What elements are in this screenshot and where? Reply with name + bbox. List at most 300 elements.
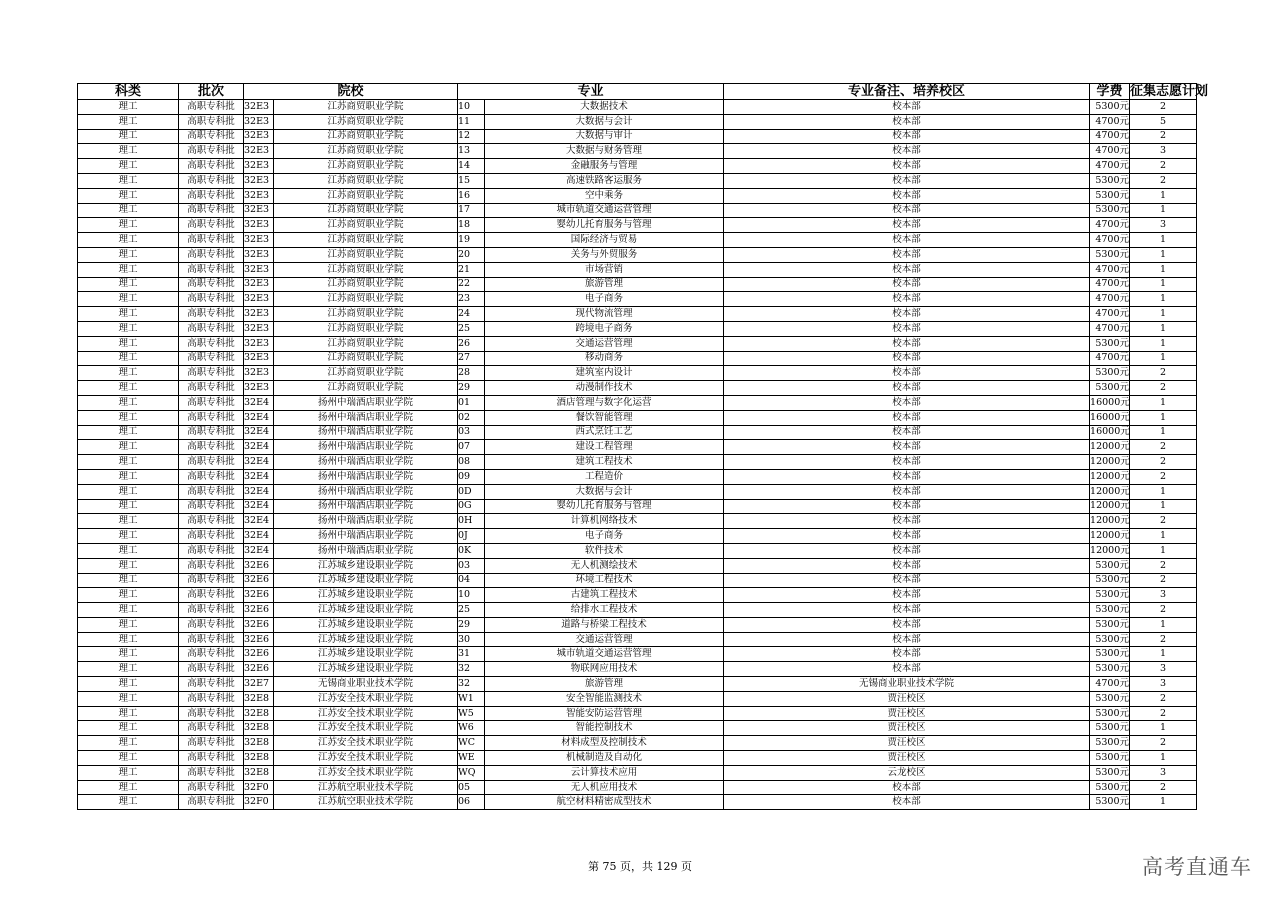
cell-major-name: 材料成型及控制技术 — [485, 736, 724, 751]
cell-tuition: 12000元 — [1090, 514, 1130, 529]
cell-remarks: 校本部 — [724, 159, 1090, 174]
cell-plan: 1 — [1130, 617, 1197, 632]
cell-school-code: 32E4 — [244, 514, 274, 529]
table-row — [78, 307, 1197, 322]
cell-batch: 高职专科批 — [179, 751, 244, 766]
cell-plan: 2 — [1130, 455, 1197, 470]
cell-tuition: 5300元 — [1090, 336, 1130, 351]
cell-school-name: 江苏商贸职业学院 — [274, 218, 458, 233]
cell-plan: 1 — [1130, 277, 1197, 292]
cell-batch: 高职专科批 — [179, 366, 244, 381]
cell-tuition: 4700元 — [1090, 307, 1130, 322]
table-row — [78, 233, 1197, 248]
cell-batch: 高职专科批 — [179, 129, 244, 144]
cell-batch: 高职专科批 — [179, 100, 244, 115]
cell-category: 理工 — [78, 765, 179, 780]
cell-tuition: 4700元 — [1090, 292, 1130, 307]
cell-batch: 高职专科批 — [179, 292, 244, 307]
table-row — [78, 632, 1197, 647]
table-row — [78, 469, 1197, 484]
cell-major-code: 32 — [458, 662, 485, 677]
cell-major-code: 30 — [458, 632, 485, 647]
cell-category: 理工 — [78, 588, 179, 603]
cell-tuition: 12000元 — [1090, 484, 1130, 499]
cell-tuition: 5300元 — [1090, 632, 1130, 647]
cell-school-code: 32E6 — [244, 617, 274, 632]
cell-tuition: 4700元 — [1090, 351, 1130, 366]
cell-batch: 高职专科批 — [179, 277, 244, 292]
cell-major-name: 无人机应用技术 — [485, 780, 724, 795]
cell-tuition: 5300元 — [1090, 366, 1130, 381]
cell-remarks: 校本部 — [724, 247, 1090, 262]
cell-batch: 高职专科批 — [179, 440, 244, 455]
cell-school-name: 江苏商贸职业学院 — [274, 144, 458, 159]
cell-school-name: 江苏城乡建设职业学院 — [274, 617, 458, 632]
cell-major-name: 城市轨道交通运营管理 — [485, 203, 724, 218]
cell-plan: 2 — [1130, 366, 1197, 381]
cell-batch: 高职专科批 — [179, 336, 244, 351]
cell-major-name: 建设工程管理 — [485, 440, 724, 455]
cell-school-name: 江苏商贸职业学院 — [274, 159, 458, 174]
cell-school-code: 32E4 — [244, 440, 274, 455]
cell-batch: 高职专科批 — [179, 469, 244, 484]
cell-remarks: 校本部 — [724, 203, 1090, 218]
cell-school-name: 扬州中瑞酒店职业学院 — [274, 514, 458, 529]
table-row — [78, 114, 1197, 129]
cell-plan: 5 — [1130, 114, 1197, 129]
cell-remarks: 校本部 — [724, 425, 1090, 440]
cell-school-name: 扬州中瑞酒店职业学院 — [274, 425, 458, 440]
cell-major-name: 航空材料精密成型技术 — [485, 795, 724, 810]
table-row — [78, 188, 1197, 203]
cell-remarks: 校本部 — [724, 292, 1090, 307]
cell-major-name: 关务与外贸服务 — [485, 247, 724, 262]
cell-school-name: 江苏安全技术职业学院 — [274, 736, 458, 751]
cell-category: 理工 — [78, 395, 179, 410]
cell-category: 理工 — [78, 262, 179, 277]
cell-major-name: 大数据与审计 — [485, 129, 724, 144]
cell-category: 理工 — [78, 410, 179, 425]
cell-plan: 3 — [1130, 144, 1197, 159]
cell-category: 理工 — [78, 100, 179, 115]
cell-category: 理工 — [78, 307, 179, 322]
cell-batch: 高职专科批 — [179, 529, 244, 544]
cell-school-code: 32E4 — [244, 543, 274, 558]
table-row — [78, 144, 1197, 159]
cell-batch: 高职专科批 — [179, 795, 244, 810]
cell-major-code: 02 — [458, 410, 485, 425]
cell-major-code: 0K — [458, 543, 485, 558]
cell-tuition: 5300元 — [1090, 691, 1130, 706]
cell-category: 理工 — [78, 292, 179, 307]
cell-plan: 1 — [1130, 484, 1197, 499]
cell-major-code: 0H — [458, 514, 485, 529]
cell-school-code: 32E7 — [244, 677, 274, 692]
cell-school-name: 扬州中瑞酒店职业学院 — [274, 529, 458, 544]
cell-remarks: 校本部 — [724, 558, 1090, 573]
table-row — [78, 691, 1197, 706]
table-row — [78, 662, 1197, 677]
cell-plan: 2 — [1130, 159, 1197, 174]
cell-category: 理工 — [78, 751, 179, 766]
cell-category: 理工 — [78, 780, 179, 795]
cell-major-name: 市场营销 — [485, 262, 724, 277]
cell-remarks: 校本部 — [724, 514, 1090, 529]
cell-tuition: 5300元 — [1090, 247, 1130, 262]
header-batch: 批次 — [179, 84, 244, 100]
cell-remarks: 校本部 — [724, 529, 1090, 544]
cell-remarks: 校本部 — [724, 218, 1090, 233]
cell-category: 理工 — [78, 603, 179, 618]
cell-major-name: 跨境电子商务 — [485, 321, 724, 336]
cell-plan: 1 — [1130, 262, 1197, 277]
cell-tuition: 12000元 — [1090, 469, 1130, 484]
cell-tuition: 5300元 — [1090, 573, 1130, 588]
cell-plan: 1 — [1130, 321, 1197, 336]
cell-category: 理工 — [78, 129, 179, 144]
cell-category: 理工 — [78, 321, 179, 336]
cell-major-code: 32 — [458, 677, 485, 692]
cell-major-name: 给排水工程技术 — [485, 603, 724, 618]
cell-major-code: 29 — [458, 617, 485, 632]
cell-major-name: 建筑工程技术 — [485, 455, 724, 470]
table-row — [78, 395, 1197, 410]
cell-major-name: 环境工程技术 — [485, 573, 724, 588]
cell-category: 理工 — [78, 691, 179, 706]
cell-plan: 1 — [1130, 425, 1197, 440]
cell-school-name: 江苏商贸职业学院 — [274, 292, 458, 307]
cell-major-code: 25 — [458, 321, 485, 336]
cell-school-name: 江苏商贸职业学院 — [274, 247, 458, 262]
cell-major-name: 计算机网络技术 — [485, 514, 724, 529]
cell-major-code: WC — [458, 736, 485, 751]
cell-major-name: 软件技术 — [485, 543, 724, 558]
cell-major-code: 0G — [458, 499, 485, 514]
cell-school-code: 32E3 — [244, 114, 274, 129]
cell-tuition: 12000元 — [1090, 543, 1130, 558]
cell-plan: 2 — [1130, 173, 1197, 188]
cell-school-name: 江苏城乡建设职业学院 — [274, 662, 458, 677]
cell-tuition: 5300元 — [1090, 617, 1130, 632]
cell-category: 理工 — [78, 484, 179, 499]
cell-school-name: 江苏商贸职业学院 — [274, 203, 458, 218]
cell-remarks: 校本部 — [724, 351, 1090, 366]
cell-major-code: 24 — [458, 307, 485, 322]
cell-remarks: 校本部 — [724, 188, 1090, 203]
cell-category: 理工 — [78, 247, 179, 262]
cell-school-name: 江苏商贸职业学院 — [274, 100, 458, 115]
cell-major-name: 古建筑工程技术 — [485, 588, 724, 603]
cell-school-code: 32E3 — [244, 218, 274, 233]
cell-major-code: 27 — [458, 351, 485, 366]
table-row — [78, 292, 1197, 307]
cell-batch: 高职专科批 — [179, 247, 244, 262]
cell-tuition: 4700元 — [1090, 114, 1130, 129]
cell-plan: 2 — [1130, 691, 1197, 706]
cell-category: 理工 — [78, 351, 179, 366]
header-category: 科类 — [78, 84, 179, 100]
cell-remarks: 校本部 — [724, 469, 1090, 484]
cell-major-code: W1 — [458, 691, 485, 706]
cell-category: 理工 — [78, 144, 179, 159]
cell-remarks: 校本部 — [724, 484, 1090, 499]
cell-batch: 高职专科批 — [179, 395, 244, 410]
cell-school-code: 32E4 — [244, 395, 274, 410]
cell-category: 理工 — [78, 706, 179, 721]
cell-major-name: 现代物流管理 — [485, 307, 724, 322]
cell-remarks: 校本部 — [724, 321, 1090, 336]
cell-remarks: 校本部 — [724, 647, 1090, 662]
cell-tuition: 16000元 — [1090, 410, 1130, 425]
cell-plan: 2 — [1130, 469, 1197, 484]
cell-tuition: 16000元 — [1090, 425, 1130, 440]
cell-plan: 1 — [1130, 499, 1197, 514]
cell-school-code: 32E8 — [244, 751, 274, 766]
cell-major-name: 婴幼儿托育服务与管理 — [485, 499, 724, 514]
header-remarks: 专业备注、培养校区 — [724, 84, 1090, 100]
cell-category: 理工 — [78, 173, 179, 188]
cell-remarks: 校本部 — [724, 173, 1090, 188]
cell-major-code: 31 — [458, 647, 485, 662]
cell-major-name: 工程造价 — [485, 469, 724, 484]
cell-plan: 1 — [1130, 292, 1197, 307]
cell-batch: 高职专科批 — [179, 543, 244, 558]
cell-remarks: 校本部 — [724, 262, 1090, 277]
cell-school-name: 江苏商贸职业学院 — [274, 321, 458, 336]
cell-major-code: 20 — [458, 247, 485, 262]
cell-school-code: 32E3 — [244, 173, 274, 188]
cell-major-name: 国际经济与贸易 — [485, 233, 724, 248]
cell-major-code: 13 — [458, 144, 485, 159]
cell-plan: 3 — [1130, 218, 1197, 233]
cell-school-name: 江苏商贸职业学院 — [274, 381, 458, 396]
cell-batch: 高职专科批 — [179, 159, 244, 174]
cell-remarks: 校本部 — [724, 114, 1090, 129]
cell-major-code: 0D — [458, 484, 485, 499]
cell-school-code: 32E3 — [244, 247, 274, 262]
cell-plan: 1 — [1130, 721, 1197, 736]
cell-major-name: 道路与桥梁工程技术 — [485, 617, 724, 632]
cell-plan: 2 — [1130, 573, 1197, 588]
cell-tuition: 12000元 — [1090, 499, 1130, 514]
cell-remarks: 校本部 — [724, 381, 1090, 396]
cell-tuition: 5300元 — [1090, 647, 1130, 662]
page-number: 第 75 页，共 129 页 — [588, 860, 692, 873]
cell-school-name: 江苏城乡建设职业学院 — [274, 603, 458, 618]
cell-tuition: 5300元 — [1090, 100, 1130, 115]
cell-plan: 2 — [1130, 706, 1197, 721]
cell-school-code: 32F0 — [244, 795, 274, 810]
cell-tuition: 12000元 — [1090, 455, 1130, 470]
cell-major-code: 14 — [458, 159, 485, 174]
cell-remarks: 校本部 — [724, 410, 1090, 425]
cell-plan: 1 — [1130, 795, 1197, 810]
cell-remarks: 校本部 — [724, 455, 1090, 470]
cell-plan: 1 — [1130, 203, 1197, 218]
cell-remarks: 校本部 — [724, 573, 1090, 588]
cell-category: 理工 — [78, 736, 179, 751]
cell-school-code: 32E8 — [244, 721, 274, 736]
cell-category: 理工 — [78, 543, 179, 558]
cell-batch: 高职专科批 — [179, 321, 244, 336]
cell-remarks: 贾汪校区 — [724, 751, 1090, 766]
cell-school-code: 32E3 — [244, 203, 274, 218]
cell-batch: 高职专科批 — [179, 617, 244, 632]
table-row — [78, 514, 1197, 529]
cell-batch: 高职专科批 — [179, 499, 244, 514]
table-row — [78, 484, 1197, 499]
cell-batch: 高职专科批 — [179, 262, 244, 277]
table-row — [78, 751, 1197, 766]
cell-category: 理工 — [78, 558, 179, 573]
cell-school-code: 32E4 — [244, 410, 274, 425]
cell-major-code: 11 — [458, 114, 485, 129]
cell-school-code: 32E3 — [244, 233, 274, 248]
cell-major-name: 无人机测绘技术 — [485, 558, 724, 573]
cell-major-code: 23 — [458, 292, 485, 307]
cell-major-name: 大数据与财务管理 — [485, 144, 724, 159]
cell-major-name: 电子商务 — [485, 292, 724, 307]
cell-batch: 高职专科批 — [179, 736, 244, 751]
cell-school-name: 江苏安全技术职业学院 — [274, 706, 458, 721]
cell-plan: 2 — [1130, 381, 1197, 396]
watermark-logo: 高考直通车 — [1142, 855, 1252, 879]
cell-category: 理工 — [78, 218, 179, 233]
cell-tuition: 5300元 — [1090, 765, 1130, 780]
table-header-row — [78, 84, 1197, 100]
cell-category: 理工 — [78, 440, 179, 455]
cell-school-code: 32E8 — [244, 765, 274, 780]
cell-major-name: 移动商务 — [485, 351, 724, 366]
cell-tuition: 5300元 — [1090, 203, 1130, 218]
cell-batch: 高职专科批 — [179, 233, 244, 248]
cell-plan: 2 — [1130, 780, 1197, 795]
header-school: 院校 — [244, 84, 458, 100]
cell-major-name: 大数据与会计 — [485, 114, 724, 129]
cell-major-code: 05 — [458, 780, 485, 795]
cell-plan: 2 — [1130, 100, 1197, 115]
cell-major-code: 16 — [458, 188, 485, 203]
cell-school-name: 江苏航空职业技术学院 — [274, 795, 458, 810]
cell-major-code: 28 — [458, 366, 485, 381]
cell-school-name: 江苏商贸职业学院 — [274, 233, 458, 248]
cell-plan: 1 — [1130, 751, 1197, 766]
cell-major-name: 智能安防运营管理 — [485, 706, 724, 721]
cell-remarks: 校本部 — [724, 617, 1090, 632]
table-row — [78, 218, 1197, 233]
cell-plan: 1 — [1130, 188, 1197, 203]
cell-plan: 1 — [1130, 529, 1197, 544]
cell-remarks: 贾汪校区 — [724, 736, 1090, 751]
cell-school-name: 江苏商贸职业学院 — [274, 173, 458, 188]
cell-plan: 3 — [1130, 765, 1197, 780]
cell-category: 理工 — [78, 469, 179, 484]
cell-tuition: 5300元 — [1090, 381, 1130, 396]
cell-category: 理工 — [78, 573, 179, 588]
cell-school-code: 32E3 — [244, 351, 274, 366]
table-row — [78, 410, 1197, 425]
cell-major-code: 08 — [458, 455, 485, 470]
cell-tuition: 4700元 — [1090, 233, 1130, 248]
cell-major-code: W6 — [458, 721, 485, 736]
table-row — [78, 321, 1197, 336]
cell-school-name: 扬州中瑞酒店职业学院 — [274, 469, 458, 484]
cell-tuition: 4700元 — [1090, 277, 1130, 292]
cell-major-name: 婴幼儿托育服务与管理 — [485, 218, 724, 233]
cell-batch: 高职专科批 — [179, 455, 244, 470]
table-row — [78, 247, 1197, 262]
cell-remarks: 贾汪校区 — [724, 721, 1090, 736]
table-row — [78, 573, 1197, 588]
table-row — [78, 381, 1197, 396]
table-row — [78, 706, 1197, 721]
cell-remarks: 无锡商业职业技术学院 — [724, 677, 1090, 692]
cell-tuition: 12000元 — [1090, 529, 1130, 544]
cell-batch: 高职专科批 — [179, 691, 244, 706]
cell-tuition: 4700元 — [1090, 321, 1130, 336]
cell-plan: 3 — [1130, 662, 1197, 677]
cell-school-name: 江苏商贸职业学院 — [274, 277, 458, 292]
cell-major-code: 26 — [458, 336, 485, 351]
cell-school-code: 32E3 — [244, 381, 274, 396]
cell-batch: 高职专科批 — [179, 425, 244, 440]
cell-major-name: 物联网应用技术 — [485, 662, 724, 677]
cell-school-name: 江苏商贸职业学院 — [274, 307, 458, 322]
cell-school-name: 扬州中瑞酒店职业学院 — [274, 455, 458, 470]
cell-major-code: 29 — [458, 381, 485, 396]
table-row — [78, 159, 1197, 174]
cell-batch: 高职专科批 — [179, 603, 244, 618]
cell-category: 理工 — [78, 617, 179, 632]
table-row — [78, 543, 1197, 558]
cell-tuition: 5300元 — [1090, 662, 1130, 677]
cell-batch: 高职专科批 — [179, 647, 244, 662]
cell-school-name: 江苏航空职业技术学院 — [274, 780, 458, 795]
cell-school-code: 32E4 — [244, 425, 274, 440]
cell-school-code: 32E4 — [244, 455, 274, 470]
enrollment-table — [77, 83, 1209, 810]
cell-category: 理工 — [78, 366, 179, 381]
cell-plan: 1 — [1130, 410, 1197, 425]
cell-batch: 高职专科批 — [179, 514, 244, 529]
cell-batch: 高职专科批 — [179, 173, 244, 188]
cell-remarks: 校本部 — [724, 780, 1090, 795]
table-row — [78, 677, 1197, 692]
cell-remarks: 校本部 — [724, 277, 1090, 292]
cell-tuition: 5300元 — [1090, 736, 1130, 751]
cell-major-name: 大数据技术 — [485, 100, 724, 115]
cell-tuition: 5300元 — [1090, 751, 1130, 766]
cell-remarks: 云龙校区 — [724, 765, 1090, 780]
cell-batch: 高职专科批 — [179, 381, 244, 396]
cell-major-name: 云计算技术应用 — [485, 765, 724, 780]
cell-plan: 2 — [1130, 129, 1197, 144]
cell-school-code: 32E3 — [244, 321, 274, 336]
cell-major-code: 10 — [458, 100, 485, 115]
cell-category: 理工 — [78, 233, 179, 248]
cell-category: 理工 — [78, 188, 179, 203]
cell-major-code: 01 — [458, 395, 485, 410]
cell-category: 理工 — [78, 662, 179, 677]
cell-school-code: 32E6 — [244, 588, 274, 603]
cell-school-code: 32E4 — [244, 469, 274, 484]
cell-school-name: 江苏城乡建设职业学院 — [274, 588, 458, 603]
cell-major-code: 12 — [458, 129, 485, 144]
cell-remarks: 校本部 — [724, 440, 1090, 455]
cell-tuition: 4700元 — [1090, 144, 1130, 159]
table-row — [78, 529, 1197, 544]
cell-school-code: 32E4 — [244, 484, 274, 499]
